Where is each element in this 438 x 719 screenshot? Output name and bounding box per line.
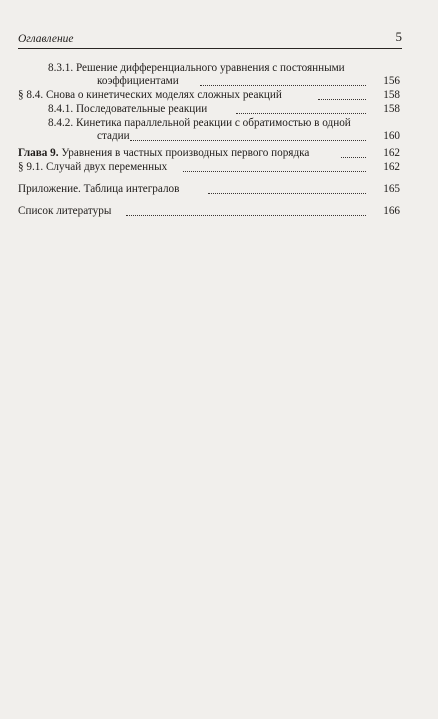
toc-entry-page: 158 — [383, 89, 400, 101]
toc-entry-8-4-1 — [18, 103, 400, 117]
toc-entry-label: Приложение. Таблица интегралов — [18, 183, 180, 195]
bleed-through-text — [170, 200, 425, 680]
leader-dots — [126, 213, 366, 216]
leader-dots — [183, 169, 366, 172]
toc-entry-page: 162 — [383, 147, 400, 159]
toc-entry-label-line1: 8.4.2. Кинетика параллельной реакции с обратимостью в одной — [48, 117, 351, 129]
leader-dots — [318, 97, 366, 100]
leader-dots — [200, 83, 366, 86]
toc-entry-label-line2: коэффициентами — [97, 75, 179, 87]
leader-dots — [236, 111, 366, 114]
toc-entry-label: § 9.1. Случай двух переменных — [18, 161, 168, 173]
toc-entry-label: 8.4.1. Последовательные реакции — [48, 103, 208, 115]
chapter-prefix: Глава 9. — [18, 147, 59, 159]
toc-entry-label: § 8.4. Снова о кинетических моделях сложных реакций — [18, 89, 282, 101]
toc-entry-8-3-1 — [18, 62, 400, 90]
leader-dots — [130, 138, 366, 141]
toc-entry-appendix — [18, 183, 400, 197]
toc-entry-chapter-9 — [18, 147, 400, 161]
running-header — [18, 30, 402, 49]
header-title: Оглавление — [18, 33, 74, 45]
toc-entry-page: 158 — [383, 103, 400, 115]
toc-entry-page: 162 — [383, 161, 400, 173]
toc-entry-label: Список литературы — [18, 205, 112, 217]
toc-entry-page: 156 — [383, 75, 400, 87]
leader-dots — [341, 155, 366, 158]
toc-entry-page: 166 — [383, 205, 400, 217]
toc-entry-8-4 — [18, 89, 400, 103]
toc-entry-label-line1: 8.3.1. Решение дифференциального уравнения с постоянными — [48, 62, 345, 74]
toc-entry-bibliography — [18, 205, 400, 219]
toc-entry-9-1 — [18, 161, 400, 175]
page-number: 5 — [395, 29, 402, 44]
toc-entry-8-4-2 — [18, 117, 400, 145]
toc-entry-page: 165 — [383, 183, 400, 195]
chapter-title: Уравнения в частных производных первого порядка — [58, 147, 310, 159]
toc-entry-page: 160 — [383, 130, 400, 142]
toc-entry-label-line2: стадии — [97, 130, 130, 142]
leader-dots — [208, 191, 366, 194]
toc-entry-label — [18, 147, 309, 161]
